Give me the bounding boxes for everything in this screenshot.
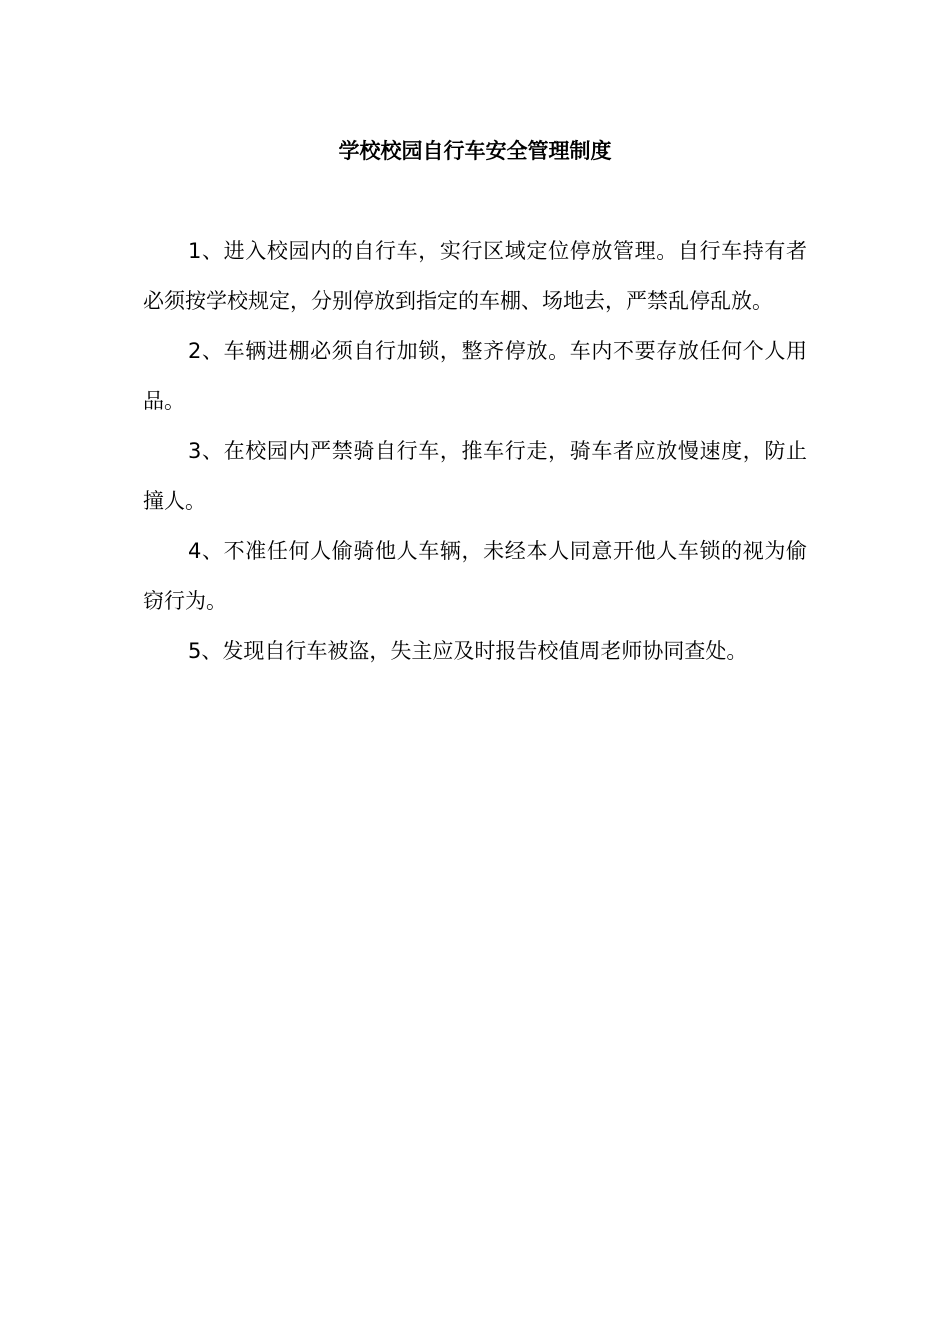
rule-paragraph-2: 2、车辆进棚必须自行加锁，整齐停放。车内不要存放任何个人用品。 [143, 339, 807, 413]
rule-paragraph-3: 3、在校园内严禁骑自行车，推车行走，骑车者应放慢速度，防止撞人。 [143, 439, 807, 513]
rule-paragraph-4: 4、不准任何人偷骑他人车辆，未经本人同意开他人车锁的视为偷窃行为。 [143, 539, 807, 613]
document-title: 学校校园自行车安全管理制度 [338, 139, 612, 163]
document-body [143, 226, 807, 676]
rule-paragraph-1: 1、进入校园内的自行车，实行区域定位停放管理。自行车持有者必须按学校规定，分别停放到指定的车棚、场地去，严禁乱停乱放。 [143, 239, 807, 313]
rule-paragraph-5: 5、发现自行车被盗，失主应及时报告校值周老师协同查处。 [188, 639, 748, 663]
